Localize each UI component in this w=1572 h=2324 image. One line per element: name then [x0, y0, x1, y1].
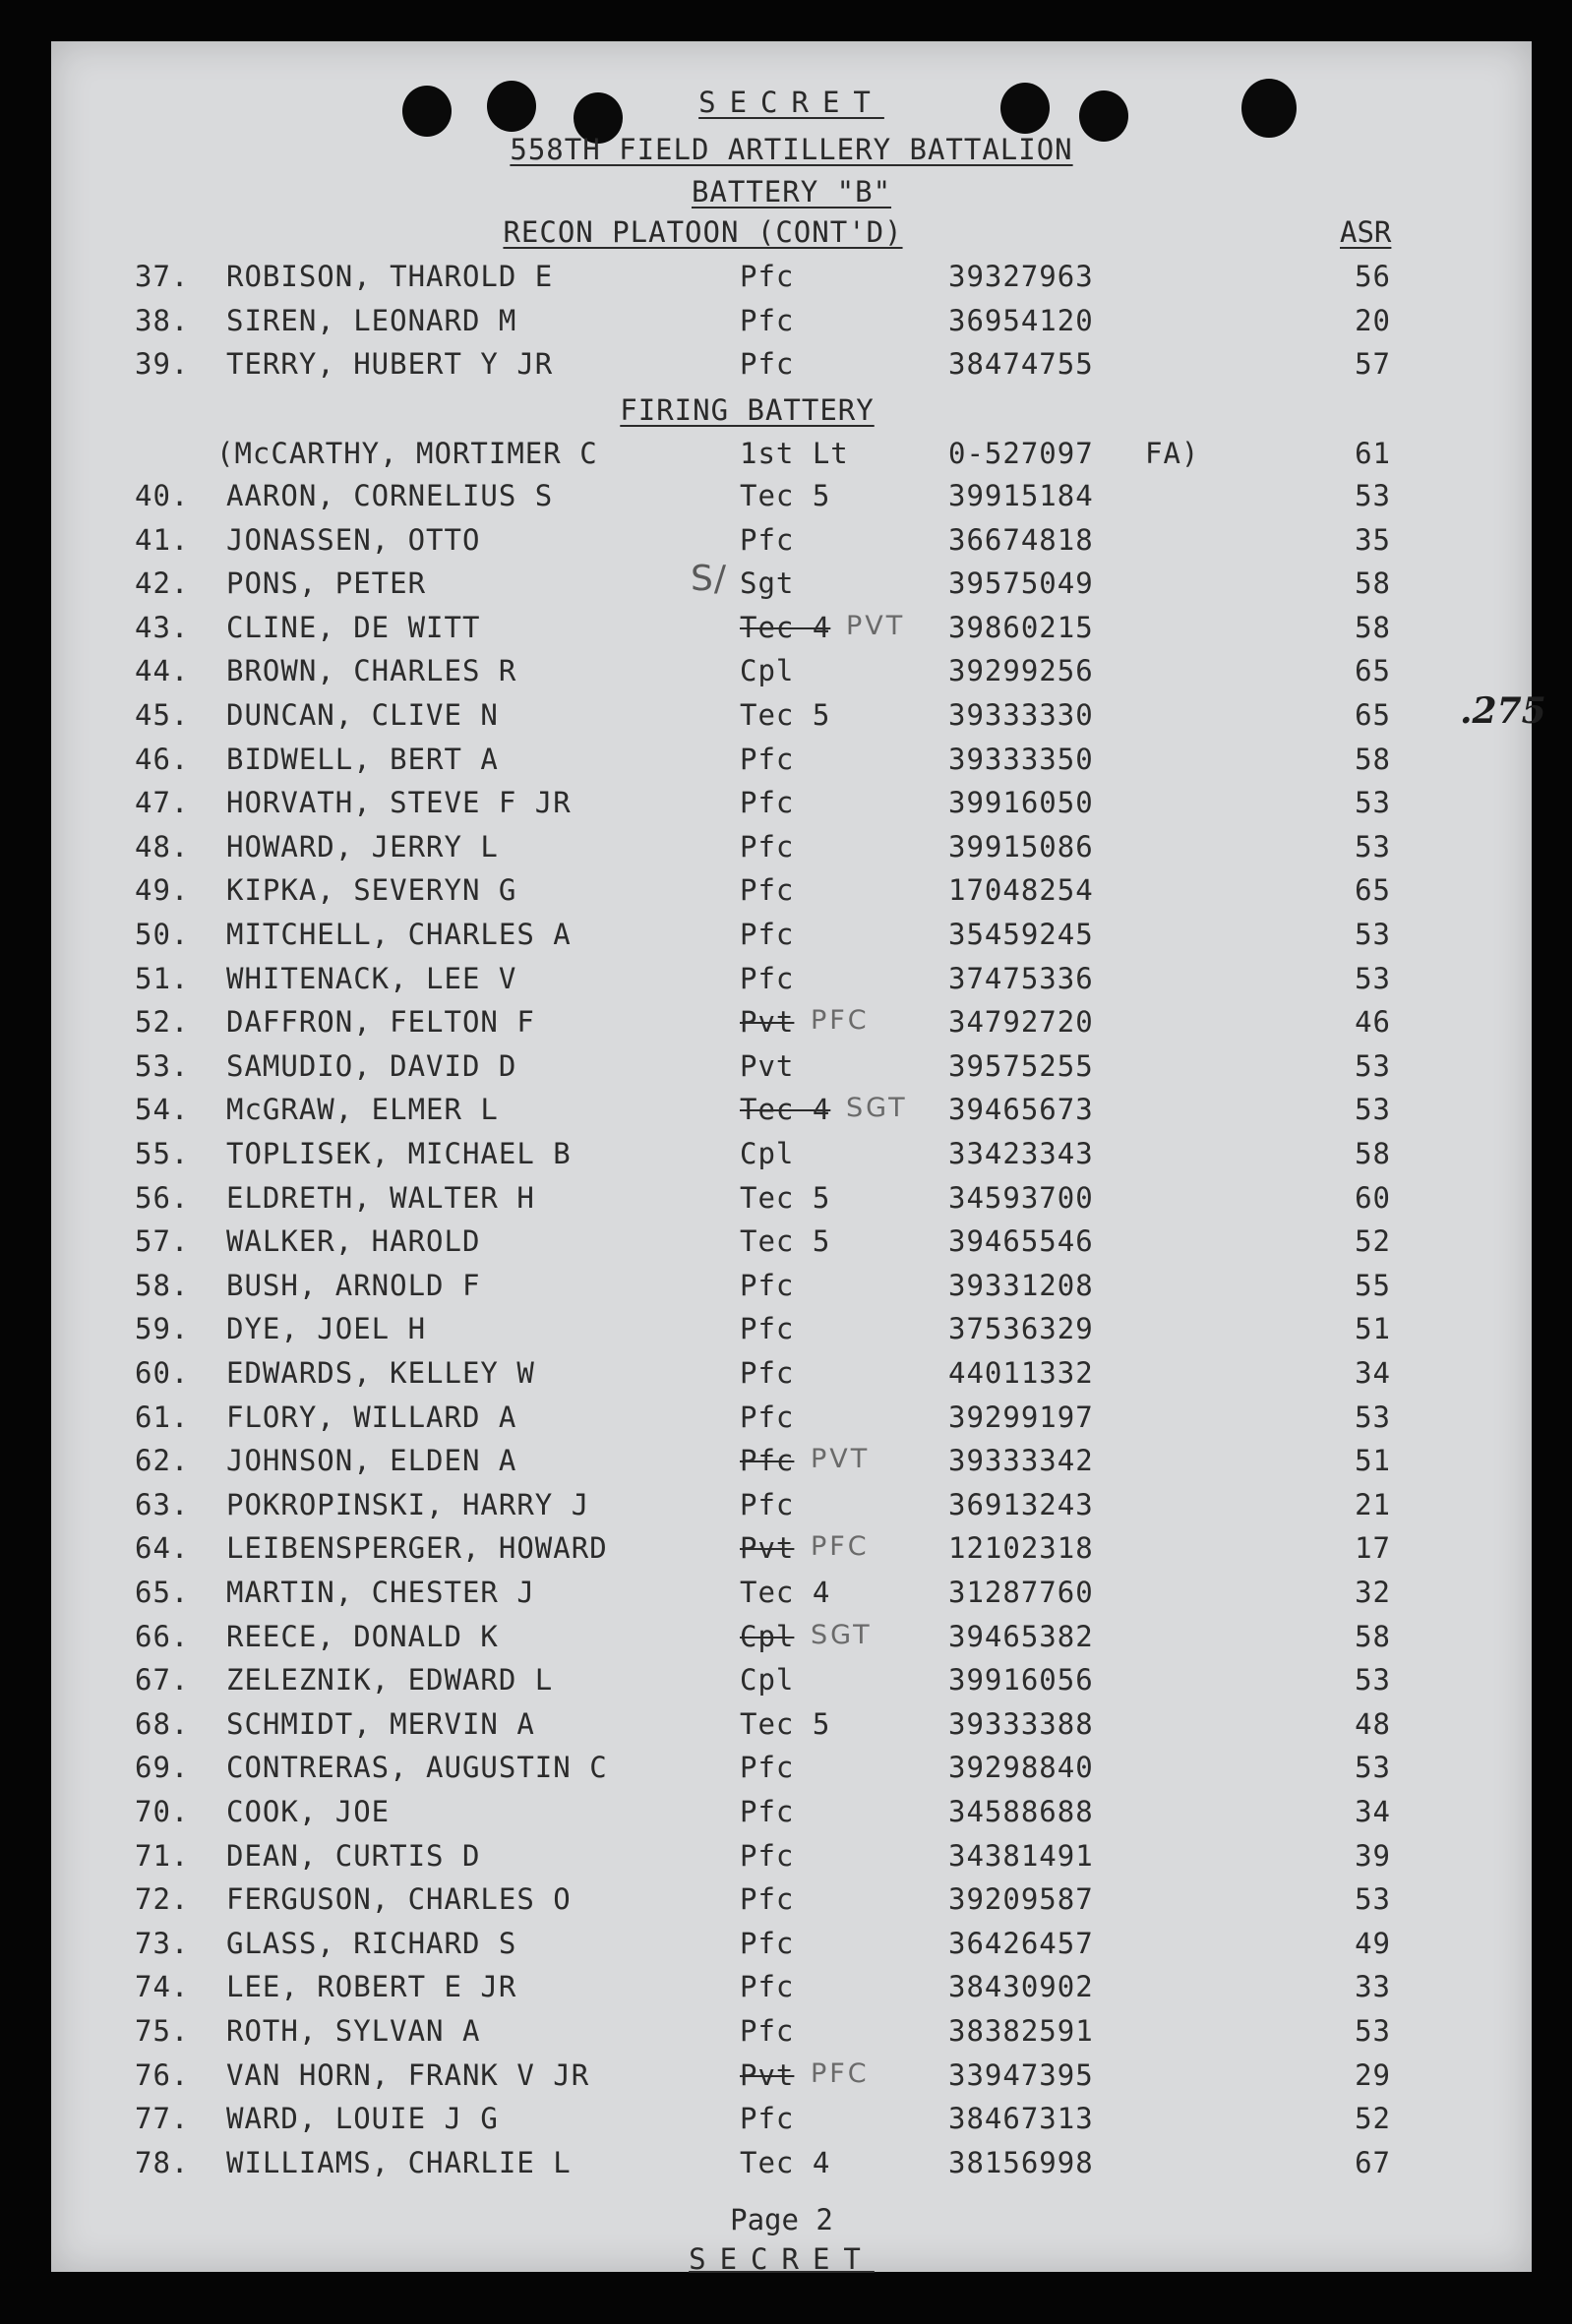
soldier-name: CLINE, DE WITT: [226, 610, 481, 644]
asr-score: 48: [1355, 1706, 1391, 1741]
soldier-name: KIPKA, SEVERYN G: [226, 873, 517, 908]
serial-number: 38474755: [948, 347, 1094, 382]
asr-score: 33: [1355, 1970, 1391, 2004]
soldier-name: DAFFRON, FELTON F: [226, 1005, 535, 1040]
serial-number: 35459245: [948, 918, 1094, 951]
table-row: [51, 260, 1532, 299]
table-row: [51, 873, 1532, 913]
table-row: [51, 1707, 1532, 1747]
serial-number: 38156998: [948, 2145, 1094, 2179]
table-row: [51, 304, 1532, 343]
row-number: 62.: [135, 1444, 190, 1478]
soldier-name: DYE, JOEL H: [226, 1312, 427, 1346]
classification-header: SECRET: [698, 86, 884, 119]
handwritten-rank-correction: PVT: [811, 1444, 871, 1475]
handwritten-rank-correction: PVT: [846, 610, 906, 641]
serial-number: 39333388: [948, 1706, 1094, 1741]
row-number: 48.: [135, 829, 190, 864]
asr-score: 67: [1355, 2145, 1391, 2179]
handwritten-rank-correction: SGT: [811, 1619, 873, 1650]
asr-score: 39: [1355, 1838, 1391, 1873]
row-number: 60.: [135, 1356, 190, 1390]
soldier-rank: Pfc: [740, 1356, 795, 1390]
table-row: [51, 347, 1532, 387]
table-row: [51, 1005, 1532, 1044]
battalion-title: 558TH FIELD ARTILLERY BATTALION: [510, 133, 1073, 166]
soldier-rank: Pfc: [740, 1970, 795, 2004]
serial-number: 39299197: [948, 1400, 1094, 1434]
asr-score: 34: [1355, 1356, 1391, 1390]
row-number: 38.: [135, 303, 190, 337]
soldier-rank: Pfc: [740, 2014, 795, 2048]
officer-rank: 1st Lt: [740, 437, 849, 470]
row-number: 59.: [135, 1312, 190, 1346]
soldier-name: BIDWELL, BERT A: [226, 742, 499, 776]
table-row: [51, 786, 1532, 825]
soldier-rank: Pvt: [740, 1531, 795, 1566]
row-number: 63.: [135, 1487, 190, 1521]
row-number: 75.: [135, 2014, 190, 2048]
serial-number: 44011332: [948, 1356, 1094, 1390]
table-row: [51, 1224, 1532, 1264]
serial-number: 34588688: [948, 1795, 1094, 1828]
soldier-name: EDWARDS, KELLEY W: [226, 1356, 535, 1390]
serial-number: 36913243: [948, 1487, 1094, 1521]
soldier-rank: Pvt: [740, 1005, 795, 1040]
soldier-rank: Pfc: [740, 829, 795, 864]
section-firing-battery: FIRING BATTERY: [620, 393, 875, 427]
row-number: 56.: [135, 1180, 190, 1215]
asr-score: 58: [1355, 1619, 1391, 1653]
serial-number: 39575049: [948, 566, 1094, 601]
soldier-name: ZELEZNIK, EDWARD L: [226, 1663, 554, 1698]
soldier-rank: Pvt: [740, 2057, 795, 2092]
soldier-rank: Pfc: [740, 1795, 795, 1828]
row-number: 45.: [135, 698, 190, 732]
asr-score: 53: [1355, 918, 1391, 951]
serial-number: 39916056: [948, 1663, 1094, 1698]
soldier-rank: Pfc: [740, 347, 795, 382]
soldier-name: BROWN, CHARLES R: [226, 654, 517, 688]
asr-score: 53: [1355, 1048, 1391, 1083]
row-number: 46.: [135, 742, 190, 776]
soldier-name: WALKER, HAROLD: [226, 1224, 481, 1259]
table-row: [51, 1531, 1532, 1571]
asr-score: 20: [1355, 303, 1391, 337]
section-recon-platoon: RECON PLATOON (CONT'D): [503, 215, 903, 249]
table-row: [51, 654, 1532, 693]
soldier-rank: Pfc: [740, 786, 795, 820]
row-number: 76.: [135, 2057, 190, 2092]
row-number: 65.: [135, 1576, 190, 1609]
serial-number: 36954120: [948, 303, 1094, 337]
table-row: [51, 1839, 1532, 1878]
soldier-name: MARTIN, CHESTER J: [226, 1576, 535, 1609]
soldier-name: WARD, LOUIE J G: [226, 2102, 499, 2136]
asr-score: 58: [1355, 610, 1391, 644]
handwritten-rank-correction: PFC: [811, 1005, 870, 1037]
battery-title: BATTERY "B": [691, 175, 892, 209]
soldier-rank: Pfc: [740, 961, 795, 995]
soldier-name: VAN HORN, FRANK V JR: [226, 2057, 590, 2092]
soldier-name: SAMUDIO, DAVID D: [226, 1048, 517, 1083]
asr-score: 51: [1355, 1312, 1391, 1346]
row-number: 78.: [135, 2145, 190, 2179]
soldier-name: TOPLISEK, MICHAEL B: [226, 1137, 572, 1170]
asr-score: 56: [1355, 260, 1391, 293]
table-row: [51, 2058, 1532, 2098]
row-number: 70.: [135, 1795, 190, 1828]
serial-number: 39299256: [948, 654, 1094, 688]
officer-name: (McCARTHY, MORTIMER C: [216, 437, 598, 470]
soldier-rank: Tec 5: [740, 479, 831, 512]
soldier-rank: Pfc: [740, 2102, 795, 2136]
serial-number: 39331208: [948, 1268, 1094, 1302]
soldier-name: WILLIAMS, CHARLIE L: [226, 2145, 572, 2179]
asr-column-header: ASR: [1340, 215, 1392, 249]
soldier-name: McGRAW, ELMER L: [226, 1093, 499, 1127]
soldier-name: FERGUSON, CHARLES O: [226, 1882, 572, 1917]
soldier-rank: Pfc: [740, 1400, 795, 1434]
asr-score: 53: [1355, 1663, 1391, 1698]
row-number: 61.: [135, 1400, 190, 1434]
table-row: [51, 2102, 1532, 2141]
page-number: Page 2: [730, 2203, 833, 2236]
soldier-rank: Tec 5: [740, 1706, 831, 1741]
asr-score: 53: [1355, 1882, 1391, 1917]
row-number: 51.: [135, 961, 190, 995]
row-number: 42.: [135, 566, 190, 601]
handwritten-staff-prefix: S/: [691, 559, 727, 600]
table-row: [51, 1927, 1532, 1966]
row-number: 55.: [135, 1137, 190, 1170]
serial-number: 39465673: [948, 1093, 1094, 1127]
asr-score: 65: [1355, 654, 1391, 688]
asr-score: 53: [1355, 479, 1391, 512]
table-row: [51, 2014, 1532, 2054]
asr-score: 29: [1355, 2057, 1391, 2092]
row-number: 49.: [135, 873, 190, 908]
soldier-rank: Cpl: [740, 1137, 795, 1170]
table-row: [51, 962, 1532, 1001]
officer-serial: 0-527097: [948, 437, 1094, 470]
row-number: 37.: [135, 260, 190, 293]
serial-number: 39916050: [948, 786, 1094, 820]
soldier-rank: Cpl: [740, 654, 795, 688]
soldier-rank: Tec 5: [740, 1224, 831, 1259]
soldier-name: ELDRETH, WALTER H: [226, 1180, 535, 1215]
serial-number: 31287760: [948, 1576, 1094, 1609]
soldier-rank: Pfc: [740, 1882, 795, 1917]
soldier-rank: Pfc: [740, 303, 795, 337]
table-row: [51, 2146, 1532, 2185]
asr-score: 53: [1355, 1751, 1391, 1785]
asr-score: 53: [1355, 829, 1391, 864]
soldier-rank: Pfc: [740, 1444, 795, 1478]
soldier-name: AARON, CORNELIUS S: [226, 479, 554, 512]
soldier-rank: Pfc: [740, 522, 795, 557]
table-row: [51, 1620, 1532, 1659]
soldier-name: LEE, ROBERT E JR: [226, 1970, 517, 2004]
officer-row: [51, 437, 1532, 476]
serial-number: 39465382: [948, 1619, 1094, 1653]
soldier-name: MITCHELL, CHARLES A: [226, 918, 572, 951]
table-row: [51, 1751, 1532, 1790]
serial-number: 38382591: [948, 2014, 1094, 2048]
table-row: [51, 1444, 1532, 1483]
soldier-name: TERRY, HUBERT Y JR: [226, 347, 554, 382]
row-number: 40.: [135, 479, 190, 512]
asr-score: 52: [1355, 1224, 1391, 1259]
serial-number: 39915184: [948, 479, 1094, 512]
table-row: [51, 1137, 1532, 1176]
serial-number: 39860215: [948, 610, 1094, 644]
serial-number: 39298840: [948, 1751, 1094, 1785]
serial-number: 39333342: [948, 1444, 1094, 1478]
soldier-rank: Pvt: [740, 1048, 795, 1083]
soldier-rank: Pfc: [740, 1926, 795, 1960]
soldier-rank: Pfc: [740, 1312, 795, 1346]
soldier-rank: Pfc: [740, 1268, 795, 1302]
officer-branch: FA): [1145, 437, 1200, 470]
soldier-rank: Pfc: [740, 742, 795, 776]
row-number: 66.: [135, 1619, 190, 1653]
soldier-rank: Tec 5: [740, 698, 831, 732]
soldier-rank: Pfc: [740, 918, 795, 951]
serial-number: 39327963: [948, 260, 1094, 293]
soldier-name: COOK, JOE: [226, 1795, 391, 1828]
serial-number: 38430902: [948, 1970, 1094, 2004]
soldier-rank: Tec 4: [740, 2145, 831, 2179]
table-row: [51, 1312, 1532, 1351]
soldier-rank: Cpl: [740, 1663, 795, 1698]
serial-number: 17048254: [948, 873, 1094, 908]
asr-score: 17: [1355, 1531, 1391, 1566]
row-number: 77.: [135, 2102, 190, 2136]
soldier-rank: Pfc: [740, 1838, 795, 1873]
soldier-name: GLASS, RICHARD S: [226, 1926, 517, 1960]
row-number: 44.: [135, 654, 190, 688]
table-row: [51, 1795, 1532, 1834]
table-row: [51, 611, 1532, 650]
serial-number: 34593700: [948, 1180, 1094, 1215]
table-row: [51, 1970, 1532, 2009]
handwritten-rank-correction: PFC: [811, 2057, 870, 2089]
asr-score: 21: [1355, 1487, 1391, 1521]
row-number: 67.: [135, 1663, 190, 1698]
classification-footer: SECRET: [689, 2242, 875, 2276]
soldier-name: DUNCAN, CLIVE N: [226, 698, 499, 732]
soldier-rank: Tec 4: [740, 1576, 831, 1609]
row-number: 57.: [135, 1224, 190, 1259]
table-row: [51, 918, 1532, 957]
table-row: [51, 1488, 1532, 1527]
soldier-name: SCHMIDT, MERVIN A: [226, 1706, 535, 1741]
row-number: 71.: [135, 1838, 190, 1873]
soldier-rank: Sgt: [740, 566, 795, 601]
serial-number: 39915086: [948, 829, 1094, 864]
asr-score: 46: [1355, 1005, 1391, 1040]
soldier-name: FLORY, WILLARD A: [226, 1400, 517, 1434]
row-number: 69.: [135, 1751, 190, 1785]
row-number: 41.: [135, 522, 190, 557]
soldier-name: PONS, PETER: [226, 566, 427, 601]
soldier-rank: Tec 4: [740, 610, 831, 644]
row-number: 50.: [135, 918, 190, 951]
serial-number: 38467313: [948, 2102, 1094, 2136]
serial-number: 39333350: [948, 742, 1094, 776]
table-row: [51, 1400, 1532, 1440]
soldier-rank: Tec 5: [740, 1180, 831, 1215]
asr-score: 53: [1355, 2014, 1391, 2048]
serial-number: 37475336: [948, 961, 1094, 995]
serial-number: 33947395: [948, 2057, 1094, 2092]
asr-score: 65: [1355, 698, 1391, 732]
table-row: [51, 1269, 1532, 1308]
soldier-name: JONASSEN, OTTO: [226, 522, 481, 557]
table-row: [51, 830, 1532, 869]
serial-number: 39333330: [948, 698, 1094, 732]
row-number: 72.: [135, 1882, 190, 1917]
soldier-name: BUSH, ARNOLD F: [226, 1268, 481, 1302]
asr-score: 58: [1355, 742, 1391, 776]
asr-score: 55: [1355, 1268, 1391, 1302]
table-row: [51, 1093, 1532, 1132]
asr-score: 53: [1355, 1400, 1391, 1434]
soldier-name: POKROPINSKI, HARRY J: [226, 1487, 590, 1521]
row-number: 73.: [135, 1926, 190, 1960]
asr-score: 53: [1355, 786, 1391, 820]
asr-score: 53: [1355, 961, 1391, 995]
row-number: 64.: [135, 1531, 190, 1566]
row-number: 54.: [135, 1093, 190, 1127]
asr-score: 57: [1355, 347, 1391, 382]
soldier-name: ROBISON, THAROLD E: [226, 260, 554, 293]
serial-number: 36674818: [948, 522, 1094, 557]
table-row: [51, 1049, 1532, 1089]
serial-number: 34792720: [948, 1005, 1094, 1040]
soldier-name: DEAN, CURTIS D: [226, 1838, 481, 1873]
asr-score: 58: [1355, 566, 1391, 601]
row-number: 43.: [135, 610, 190, 644]
soldier-name: REECE, DONALD K: [226, 1619, 499, 1653]
soldier-rank: Pfc: [740, 1487, 795, 1521]
serial-number: 39465546: [948, 1224, 1094, 1259]
table-row: [51, 1576, 1532, 1615]
soldier-name: JOHNSON, ELDEN A: [226, 1444, 517, 1478]
table-row: [51, 523, 1532, 563]
soldier-rank: Tec 4: [740, 1093, 831, 1127]
asr-score: 52: [1355, 2102, 1391, 2136]
asr-score: 65: [1355, 873, 1391, 908]
soldier-name: HOWARD, JERRY L: [226, 829, 499, 864]
asr-score: 49: [1355, 1926, 1391, 1960]
serial-number: 34381491: [948, 1838, 1094, 1873]
row-number: 53.: [135, 1048, 190, 1083]
handwritten-rank-correction: SGT: [846, 1093, 908, 1124]
serial-number: 39575255: [948, 1048, 1094, 1083]
table-row: [51, 559, 1532, 606]
soldier-name: WHITENACK, LEE V: [226, 961, 517, 995]
asr-score: 51: [1355, 1444, 1391, 1478]
asr-score: 32: [1355, 1576, 1391, 1609]
soldier-name: SIREN, LEONARD M: [226, 303, 517, 337]
soldier-rank: Pfc: [740, 873, 795, 908]
serial-number: 36426457: [948, 1926, 1094, 1960]
soldier-name: ROTH, SYLVAN A: [226, 2014, 481, 2048]
soldier-rank: Pfc: [740, 1751, 795, 1785]
row-number: 47.: [135, 786, 190, 820]
asr-score: 53: [1355, 1093, 1391, 1127]
row-number: 39.: [135, 347, 190, 382]
soldier-name: CONTRERAS, AUGUSTIN C: [226, 1751, 608, 1785]
table-row: [51, 1356, 1532, 1396]
table-row: [51, 1663, 1532, 1702]
soldier-rank: Pfc: [740, 260, 795, 293]
table-row: [51, 1181, 1532, 1221]
handwritten-page-number: .275: [1460, 690, 1546, 732]
asr-score: 34: [1355, 1795, 1391, 1828]
table-row: [51, 698, 1532, 738]
row-number: 58.: [135, 1268, 190, 1302]
asr-score: 60: [1355, 1180, 1391, 1215]
serial-number: 33423343: [948, 1137, 1094, 1170]
table-row: [51, 1882, 1532, 1922]
row-number: 52.: [135, 1005, 190, 1040]
officer-asr: 61: [1355, 437, 1391, 470]
serial-number: 39209587: [948, 1882, 1094, 1917]
soldier-rank: Cpl: [740, 1619, 795, 1653]
asr-score: 35: [1355, 522, 1391, 557]
table-row: [51, 479, 1532, 518]
row-number: 68.: [135, 1706, 190, 1741]
document-page: [51, 41, 1546, 2276]
soldier-name: HORVATH, STEVE F JR: [226, 786, 572, 820]
serial-number: 12102318: [948, 1531, 1094, 1566]
handwritten-rank-correction: PFC: [811, 1531, 870, 1563]
soldier-name: LEIBENSPERGER, HOWARD: [226, 1531, 608, 1566]
row-number: 74.: [135, 1970, 190, 2004]
serial-number: 37536329: [948, 1312, 1094, 1346]
asr-score: 58: [1355, 1137, 1391, 1170]
table-row: [51, 743, 1532, 782]
